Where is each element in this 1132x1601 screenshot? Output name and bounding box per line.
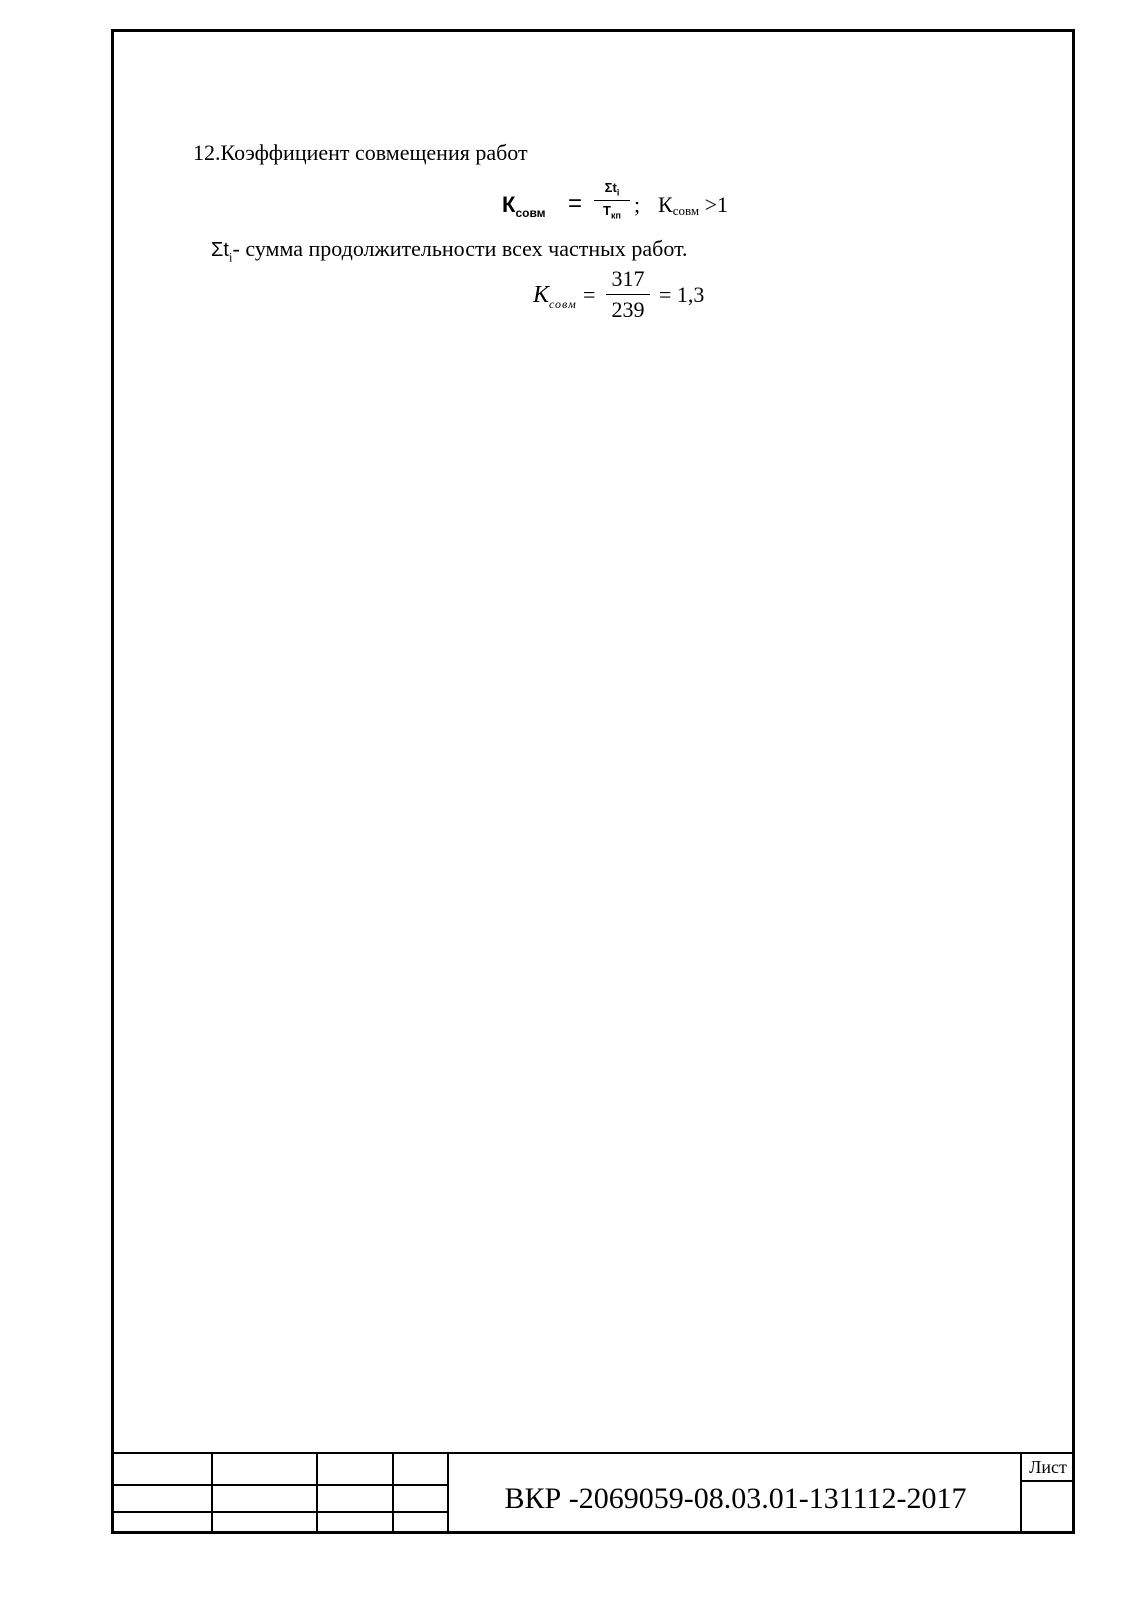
- formula-equals: =: [568, 190, 583, 217]
- formula-denominator: $Т_{кп}$: [603, 202, 621, 221]
- sheet-cell-divider: [1020, 1480, 1075, 1482]
- title-block-column-line: [447, 1452, 449, 1534]
- formula-separator: ;: [634, 192, 641, 217]
- sum-definition: $\Sigma t_i-$ сумма продолжительности всех частных работ.: [211, 236, 688, 265]
- title-block-row-line: [111, 1484, 449, 1486]
- formula-k-symbol: $К_{совм}$: [502, 192, 546, 220]
- sheet-label: Лист: [1029, 1457, 1067, 1477]
- calc-numerator: 317: [606, 266, 650, 295]
- document-code: ВКР -2069059-08.03.01-131112-2017: [504, 1482, 967, 1515]
- section-heading: 12.Коэффициент совмещения работ: [193, 140, 528, 165]
- calc-fraction: [606, 266, 650, 323]
- formula-numerator: $\Sigma t_i$: [594, 180, 630, 201]
- formula-fraction: [594, 180, 630, 220]
- title-block-top-line: [111, 1452, 1075, 1454]
- title-block-row-line: [111, 1511, 449, 1513]
- title-block-column-line: [316, 1452, 318, 1534]
- calc-result: = 1,3: [659, 282, 705, 307]
- title-block-column-line: [211, 1452, 213, 1534]
- calc-equals: =: [583, 282, 596, 307]
- title-block-column-line: [392, 1452, 394, 1534]
- formula-condition: $К_{совм} >1$: [658, 192, 729, 218]
- calc-k-symbol: $К_{совм}$: [533, 282, 577, 311]
- calc-denominator: 239: [611, 297, 645, 322]
